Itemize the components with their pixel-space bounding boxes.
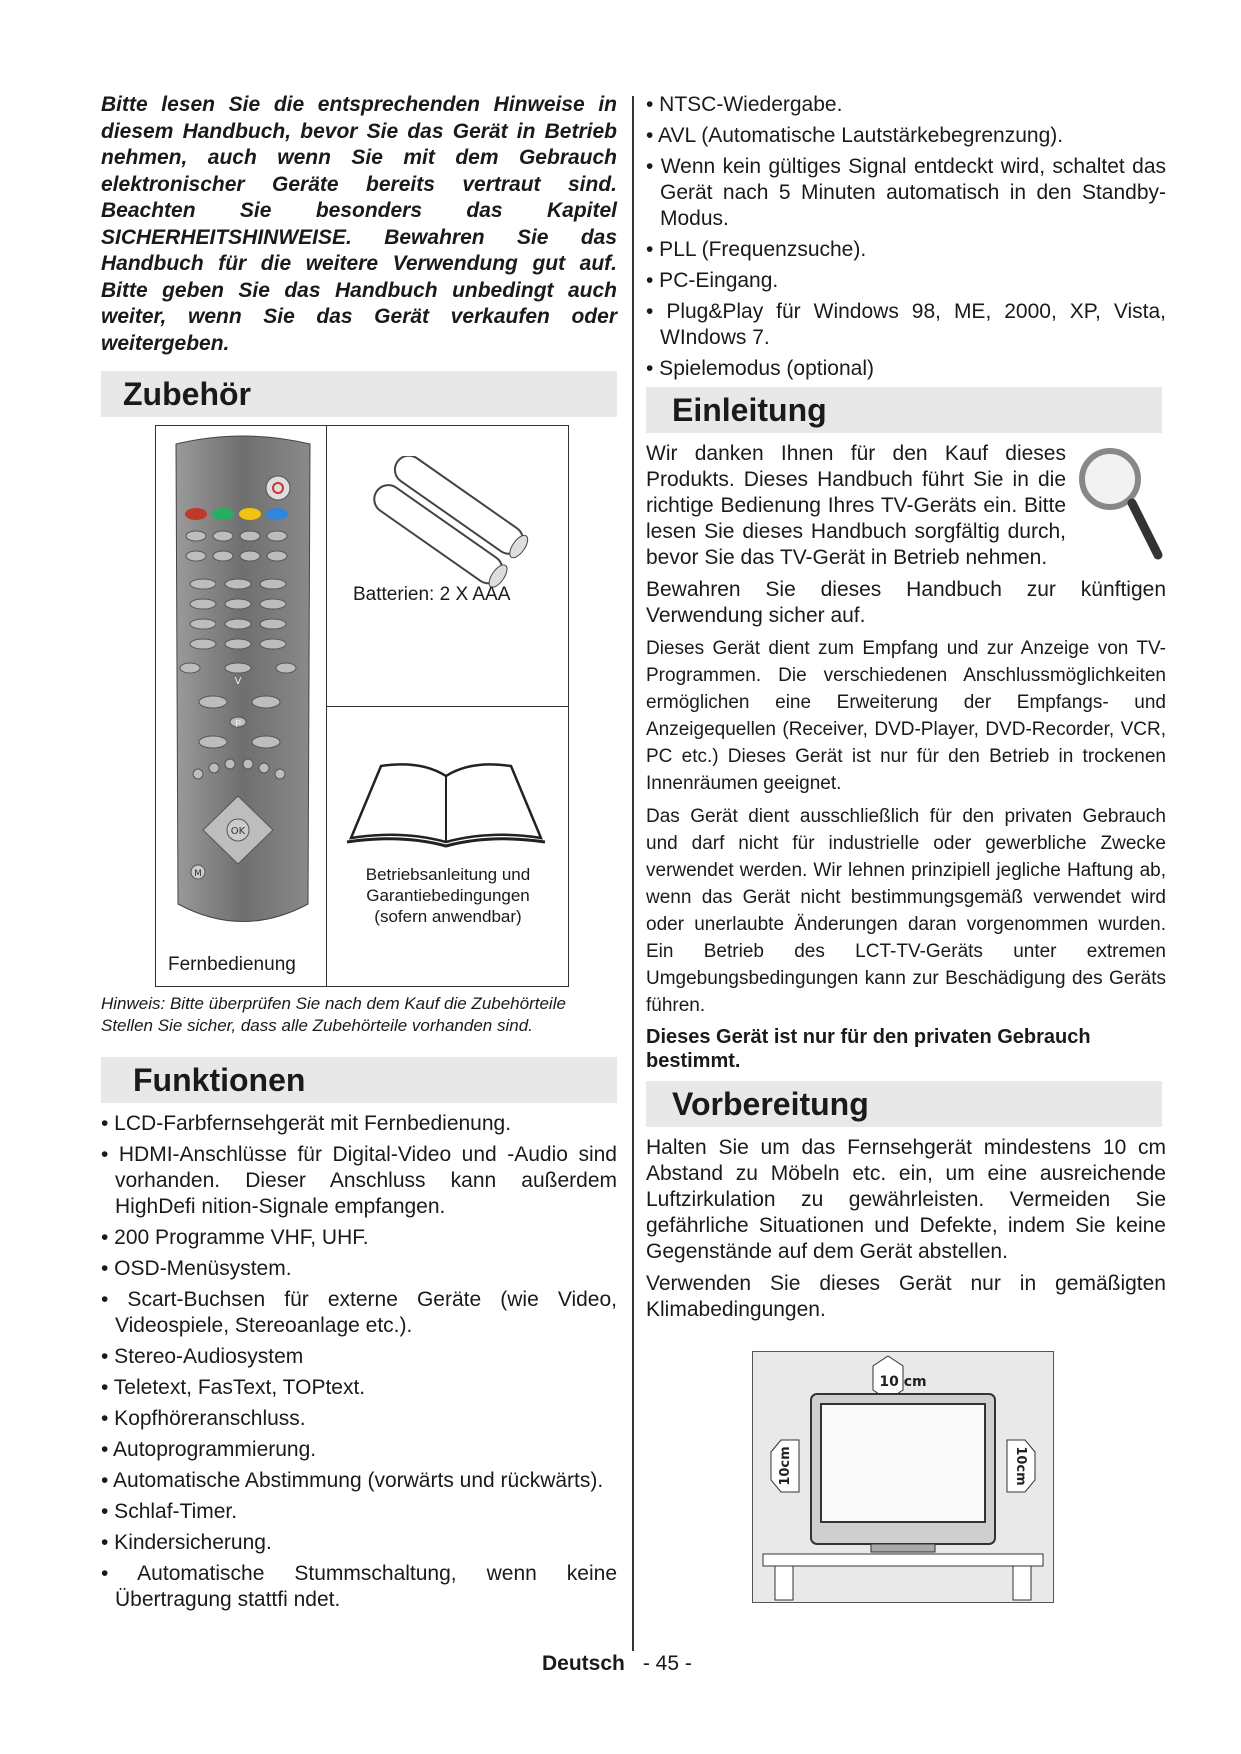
list-item: • Wenn kein gültiges Signal entdeckt wird, schaltet das Gerät nach 5 Minuten automatisch in den Standby-Modus. bbox=[646, 155, 1166, 230]
vorbereitung-paragraph-2: Verwenden Sie dieses Gerät nur in gemäßigten Klimabedingungen. bbox=[646, 1272, 1166, 1321]
remote-label: Fernbedienung bbox=[168, 954, 296, 975]
manual-label-line-1: Betriebsanleitung und bbox=[365, 865, 531, 884]
remote-p-label: P bbox=[234, 719, 242, 730]
list-item: • Schlaf-Timer. bbox=[101, 1500, 238, 1523]
remote-m-label: M bbox=[194, 869, 202, 879]
einleitung-paragraph-1: Wir danken Ihnen für den Kauf dieses Produkts. Dieses Handbuch führt Sie in die richtige Bedienung Ihres TV-Geräts ein. Bitte lesen Sie dieses Handbuch sorgfältig durch, bevor Sie das TV-Gerät in Betrieb nehmen. bbox=[646, 442, 1066, 569]
list-item: • PC-Eingang. bbox=[646, 269, 779, 292]
manual-label-line-2: Garantiebedingungen bbox=[366, 886, 530, 905]
remote-ok-label: OK bbox=[230, 826, 246, 837]
magnifier-icon bbox=[1074, 443, 1166, 563]
list-item: • AVL (Automatische Lautstärkebegrenzung). bbox=[646, 124, 1064, 147]
list-item: • OSD-Menüsystem. bbox=[101, 1257, 292, 1280]
list-item: • Automatische Stummschaltung, wenn keine Übertragung stattfi ndet. bbox=[101, 1562, 617, 1611]
accessories-note: Hinweis: Bitte überprüfen Sie nach dem Kauf die Zubehörteile Stellen Sie sicher, dass alle Zubehörteile vorhanden sind. bbox=[101, 994, 566, 1035]
manual-label bbox=[327, 864, 569, 927]
einleitung-paragraph-4: Das Gerät dient ausschließlich für den privaten Gebrauch und darf nicht für industrielle oder gewerbliche Zwecke verwendet werden. Wir lehnen prinzipiell jegliche Haftung ab, wenn das Gerät nicht bestimmungsgemäß verwendet wird oder unerlaubte Änderungen daran vorgenommen wurden. Ein Betrieb des LCT-TV-Geräts unter extremen Umgebungsbedingungen kann zur Beschädigung des Geräts führen. bbox=[646, 806, 1166, 1016]
cell-divider bbox=[327, 706, 569, 707]
funktionen-list bbox=[101, 1111, 617, 1613]
einleitung-paragraph-5: Dieses Gerät ist nur für den privaten Gebrauch bestimmt. bbox=[646, 1026, 1091, 1072]
tv-diagram-image bbox=[753, 1352, 1053, 1602]
tv-clearance-diagram bbox=[752, 1351, 1054, 1603]
accessories-box bbox=[155, 425, 569, 987]
list-item: • Teletext, FasText, TOPtext. bbox=[101, 1376, 366, 1399]
column-divider bbox=[632, 96, 634, 1651]
einleitung-paragraph-3: Dieses Gerät dient zum Empfang und zur Anzeige von TV-Programmen. Die verschiedenen Anschlussmöglichkeiten ermöglichen eine Erweiterung der Empfangs- und Anzeigequellen (Receiver, DVD-Player, DVD-Recorder, VCR, PC etc.) Dieses Gerät ist nur für den Betrieb in trockenen Innenräumen geeignet. bbox=[646, 638, 1166, 794]
heading-funktionen: Funktionen bbox=[101, 1057, 617, 1103]
batteries-image bbox=[349, 456, 539, 596]
batteries-label: Batterien: 2 X AAA bbox=[353, 584, 511, 605]
list-item: • Automatische Abstimmung (vorwärts und rückwärts). bbox=[101, 1469, 604, 1492]
list-item: • Scart-Buchsen für externe Geräte (wie Video, Videospiele, Stereoanlage etc.). bbox=[101, 1288, 617, 1337]
list-item: • Spielemodus (optional) bbox=[646, 357, 874, 380]
right-column bbox=[646, 92, 1166, 1603]
page-number: - 45 - bbox=[642, 1652, 692, 1675]
footer-language: Deutsch bbox=[542, 1652, 625, 1675]
manual-label-line-3: (sofern anwendbar) bbox=[374, 907, 522, 926]
remote-v-label: V bbox=[234, 676, 242, 687]
list-item: • Plug&Play für Windows 98, ME, 2000, XP, Vista, WIndows 7. bbox=[646, 300, 1166, 349]
clearance-right-label: 10cm bbox=[1013, 1446, 1028, 1486]
accessories-right-cell bbox=[326, 426, 569, 986]
list-item: • Autoprogrammierung. bbox=[101, 1438, 317, 1461]
list-item: • Stereo-Audiosystem bbox=[101, 1345, 304, 1368]
einleitung-paragraph-2: Bewahren Sie dieses Handbuch zur künftigen Verwendung sicher auf. bbox=[646, 578, 1166, 627]
heading-zubehoer: Zubehör bbox=[101, 371, 617, 417]
vorbereitung-paragraph-1: Halten Sie um das Fernsehgerät mindestens 10 cm Abstand zu Möbeln etc. ein, um eine ausreichende Luftzirkulation zu gewährleisten. Vermeiden Sie gefährliche Situationen und Defekte, indem Sie keine Gegenstände auf dem Gerät abstellen. bbox=[646, 1136, 1166, 1263]
left-column bbox=[101, 92, 617, 1618]
clearance-left-label: 10cm bbox=[778, 1446, 793, 1486]
features-continued-list bbox=[646, 92, 1166, 382]
list-item: • Kindersicherung. bbox=[101, 1531, 272, 1554]
heading-einleitung: Einleitung bbox=[646, 387, 1162, 433]
list-item: • HDMI-Anschlüsse für Digital-Video und -Audio sind vorhanden. Dieser Anschluss kann außerdem HighDefi nition-Signale empfangen. bbox=[101, 1143, 617, 1218]
list-item: • NTSC-Wiedergabe. bbox=[646, 93, 843, 116]
intro-text: Bitte lesen Sie die entsprechenden Hinweise in diesem Handbuch, bevor Sie das Gerät in Betrieb nehmen, auch wenn Sie mit dem Gebrauch elektronischer Geräte bereits vertraut sind. Beachten Sie besonders das Kapitel SICHERHEITSHINWEISE. Bewahren Sie das Handbuch für die weitere Verwendung gut auf. Bitte geben Sie das Handbuch unbedingt auch weiter, wenn Sie das Gerät verkaufen oder weitergeben. bbox=[101, 93, 617, 355]
page-footer bbox=[542, 1652, 692, 1676]
list-item: • LCD-Farbfernsehgerät mit Fernbedienung. bbox=[101, 1112, 512, 1135]
list-item: • 200 Programme VHF, UHF. bbox=[101, 1226, 369, 1249]
list-item: • PLL (Frequenzsuche). bbox=[646, 238, 867, 261]
clearance-top-label: 10 cm bbox=[879, 1374, 927, 1390]
manual-book-image bbox=[341, 758, 551, 848]
list-item: • Kopfhöreranschluss. bbox=[101, 1407, 306, 1430]
heading-vorbereitung: Vorbereitung bbox=[646, 1081, 1162, 1127]
remote-control-image bbox=[168, 434, 318, 934]
